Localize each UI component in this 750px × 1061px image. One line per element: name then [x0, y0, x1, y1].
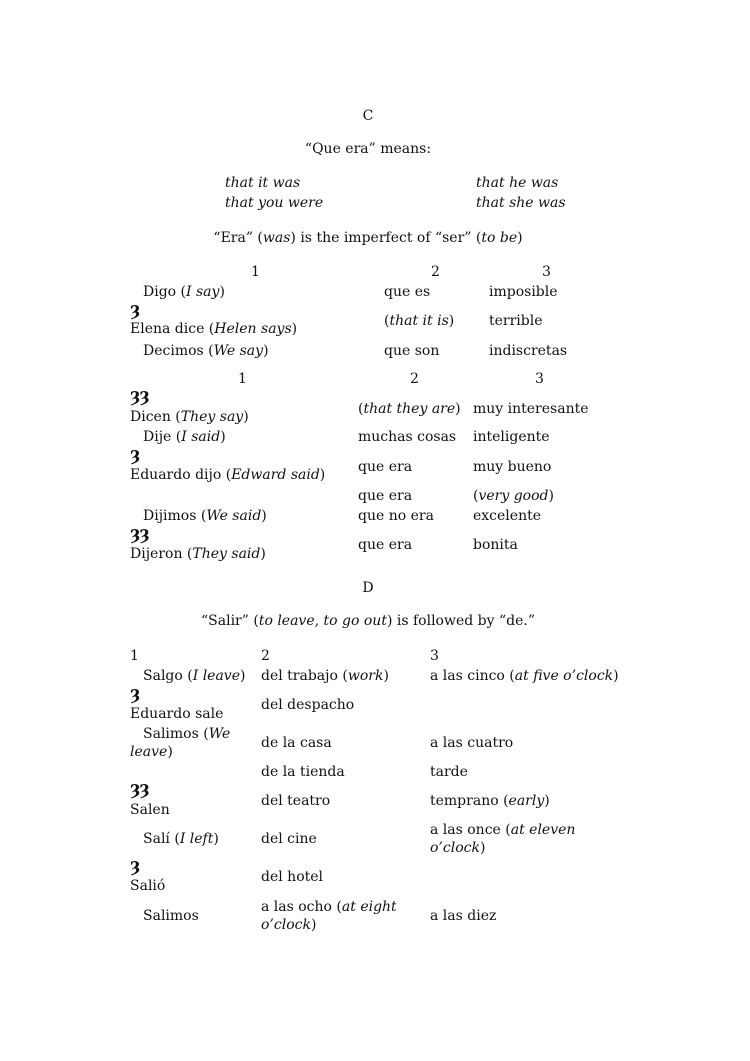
t1-col-3: 3: [542, 264, 551, 280]
t2-c2-1: (that they are): [358, 401, 461, 417]
d-c3-2: a las cuatro: [430, 735, 514, 751]
t2-c2-2: muchas cosas: [358, 429, 457, 445]
d-c3-5: a las once (at eleven o’clock): [430, 822, 576, 856]
t2-row-4: Dijimos (We said): [143, 508, 267, 524]
t1-row-3: Decimos (We say): [143, 343, 269, 359]
plural-marker-icon: ȜȜ: [130, 781, 149, 799]
salir-note: “Salir” (to leave, to go out) is followed by “de.”: [201, 613, 535, 629]
d-c1-2: Eduardo sale: [130, 706, 224, 722]
t1-row-2: Elena dice (Helen says): [130, 321, 298, 337]
d-col-2: 2: [261, 648, 270, 664]
t2-row-1: Dicen (They say): [130, 409, 249, 425]
t2-row-3: Eduardo dijo (Edward said): [130, 467, 326, 483]
feminine-marker-icon: Ȝ: [130, 686, 140, 704]
d-c2-7: del hotel: [261, 869, 324, 885]
section-c-heading: C: [362, 108, 374, 124]
plural-marker-icon: ȜȜ: [130, 526, 149, 544]
t2-col-2: 2: [410, 371, 419, 387]
d-c2-6: del cine: [261, 831, 317, 847]
feminine-marker-icon: Ȝ: [130, 447, 140, 465]
t2-row-5: Dijeron (They said): [130, 546, 266, 562]
meaning-2: that you were: [225, 195, 324, 211]
d-c3-3: tarde: [430, 764, 468, 780]
d-c1-7: Salimos: [143, 908, 199, 924]
t1-c3-3: indiscretas: [489, 343, 568, 359]
d-col-1: 1: [130, 648, 139, 664]
t2-c2-3: que era: [358, 459, 413, 475]
t2-c2-5: que no era: [358, 508, 434, 524]
d-c1-5: Salí (I left): [143, 831, 219, 847]
t1-row-1: Digo (I say): [143, 284, 225, 300]
t2-col-3: 3: [535, 371, 544, 387]
imperfect-note: “Era” (was) is the imperfect of “ser” (to be): [213, 230, 523, 246]
meaning-title: “Que era” means:: [304, 141, 432, 157]
t2-c3-4: (very good): [473, 488, 554, 504]
t2-c2-4: que era: [358, 488, 413, 504]
d-c3-6: a las diez: [430, 908, 497, 924]
d-c3-1: a las cinco (at five o’clock): [430, 668, 619, 684]
t1-c2-1: que es: [384, 284, 431, 300]
t2-c2-6: que era: [358, 537, 413, 553]
t1-c2-2: (that it is): [384, 313, 455, 329]
t1-c2-3: que son: [384, 343, 440, 359]
d-c2-1: del trabajo (work): [261, 668, 389, 684]
d-c3-4: temprano (early): [430, 793, 550, 809]
t2-c3-2: inteligente: [473, 429, 550, 445]
t2-col-1: 1: [238, 371, 247, 387]
meaning-1: that it was: [225, 175, 301, 191]
t1-col-2: 2: [431, 264, 440, 280]
t2-c3-3: muy bueno: [473, 459, 552, 475]
feminine-marker-icon: Ȝ: [130, 302, 140, 320]
plural-marker-icon: ȜȜ: [130, 388, 149, 406]
d-c1-3: Salimos (We leave): [130, 726, 231, 760]
d-c2-8: a las ocho (at eight o’clock): [261, 899, 397, 933]
t2-c3-1: muy interesante: [473, 401, 589, 417]
d-c1-6: Salió: [130, 878, 166, 894]
d-col-3: 3: [430, 648, 439, 664]
t1-col-1: 1: [251, 264, 260, 280]
d-c2-4: de la tienda: [261, 764, 345, 780]
meaning-3: that he was: [476, 175, 559, 191]
d-c2-3: de la casa: [261, 735, 332, 751]
d-c1-4: Salen: [130, 802, 170, 818]
t2-c3-6: bonita: [473, 537, 518, 553]
d-c2-5: del teatro: [261, 793, 331, 809]
meaning-4: that she was: [476, 195, 566, 211]
t1-c3-2: terrible: [489, 313, 543, 329]
d-c2-2: del despacho: [261, 697, 355, 713]
t1-c3-1: imposible: [489, 284, 558, 300]
t2-row-2: Dije (I said): [143, 429, 226, 445]
d-c1-1: Salgo (I leave): [143, 668, 246, 684]
feminine-marker-icon: Ȝ: [130, 858, 140, 876]
t2-c3-5: excelente: [473, 508, 541, 524]
section-d-heading: D: [362, 580, 374, 596]
